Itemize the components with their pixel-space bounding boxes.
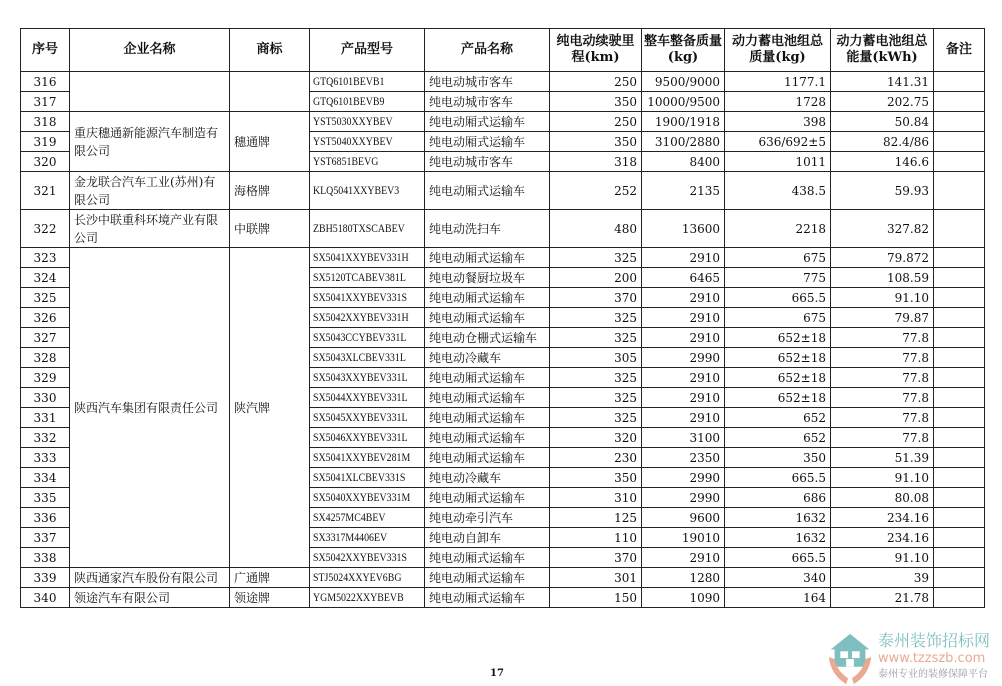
product-name-cell: 纯电动厢式运输车	[425, 488, 550, 508]
product-model-cell-text: STJ5024XXYEV6BG	[313, 571, 402, 584]
battery-mass-cell: 340	[725, 568, 831, 588]
product-model-cell-text: YGM5022XXYBEVB	[313, 591, 404, 604]
product-model-cell	[310, 368, 425, 388]
serial-number-cell: 322	[21, 210, 70, 248]
product-model-cell	[310, 268, 425, 288]
range-km-cell: 325	[550, 248, 642, 268]
curb-mass-cell: 1090	[642, 588, 725, 608]
curb-mass-cell: 2910	[642, 388, 725, 408]
product-model-cell	[310, 588, 425, 608]
product-model-cell-text: SX5043XLCBEV331L	[313, 351, 406, 364]
remarks-cell	[934, 548, 985, 568]
remarks-cell	[934, 268, 985, 288]
range-km-cell: 310	[550, 488, 642, 508]
product-model-cell	[310, 308, 425, 328]
serial-number-cell: 318	[21, 112, 70, 132]
range-km-cell: 325	[550, 388, 642, 408]
battery-mass-cell: 652±18	[725, 368, 831, 388]
battery-energy-cell: 77.8	[831, 348, 934, 368]
curb-mass-cell: 2135	[642, 172, 725, 210]
battery-mass-cell: 398	[725, 112, 831, 132]
product-model-cell-text: SX5042XXYBEV331H	[313, 311, 409, 324]
curb-mass-cell: 10000/9500	[642, 92, 725, 112]
table-header-row	[21, 29, 985, 72]
battery-mass-cell: 1011	[725, 152, 831, 172]
battery-mass-cell: 652±18	[725, 328, 831, 348]
remarks-cell	[934, 448, 985, 468]
range-km-cell: 110	[550, 528, 642, 548]
product-model-cell-text: SX5045XXYBEV331L	[313, 411, 408, 424]
battery-mass-cell: 665.5	[725, 288, 831, 308]
product-model-cell-text: SX5044XXYBEV331L	[313, 391, 408, 404]
company-name-cell	[70, 72, 230, 112]
product-model-cell	[310, 132, 425, 152]
product-model-cell	[310, 92, 425, 112]
battery-energy-cell: 91.10	[831, 548, 934, 568]
company-name-cell: 金龙联合汽车工业(苏州)有限公司	[70, 172, 230, 210]
battery-energy-cell: 21.78	[831, 588, 934, 608]
range-km-cell: 480	[550, 210, 642, 248]
range-km-cell: 301	[550, 568, 642, 588]
product-name-cell: 纯电动厢式运输车	[425, 368, 550, 388]
remarks-cell	[934, 528, 985, 548]
product-name-cell: 纯电动自卸车	[425, 528, 550, 548]
product-name-cell: 纯电动厢式运输车	[425, 132, 550, 152]
product-model-cell	[310, 172, 425, 210]
brand-cell: 广通牌	[230, 568, 310, 588]
product-name-cell: 纯电动城市客车	[425, 72, 550, 92]
column-header: 纯电动续驶里程(km)	[550, 29, 642, 72]
product-name-cell: 纯电动餐厨垃圾车	[425, 268, 550, 288]
range-km-cell: 250	[550, 112, 642, 132]
remarks-cell	[934, 328, 985, 348]
serial-number-cell: 327	[21, 328, 70, 348]
table-row	[21, 172, 985, 210]
range-km-cell: 350	[550, 132, 642, 152]
remarks-cell	[934, 388, 985, 408]
range-km-cell: 250	[550, 72, 642, 92]
battery-mass-cell: 1177.1	[725, 72, 831, 92]
battery-mass-cell: 652	[725, 428, 831, 448]
brand-cell: 陕汽牌	[230, 248, 310, 568]
product-name-cell: 纯电动厢式运输车	[425, 172, 550, 210]
battery-energy-cell: 77.8	[831, 328, 934, 348]
battery-energy-cell: 50.84	[831, 112, 934, 132]
curb-mass-cell: 9600	[642, 508, 725, 528]
product-model-cell	[310, 328, 425, 348]
battery-mass-cell: 652±18	[725, 388, 831, 408]
remarks-cell	[934, 308, 985, 328]
battery-energy-cell: 141.31	[831, 72, 934, 92]
range-km-cell: 325	[550, 408, 642, 428]
curb-mass-cell: 9500/9000	[642, 72, 725, 92]
watermark-slogan: 泰州专业的装修保障平台	[878, 669, 988, 680]
battery-energy-cell: 91.10	[831, 468, 934, 488]
curb-mass-cell: 1280	[642, 568, 725, 588]
serial-number-cell: 330	[21, 388, 70, 408]
battery-energy-cell: 77.8	[831, 388, 934, 408]
column-header: 整车整备质量(kg)	[642, 29, 725, 72]
battery-mass-cell: 665.5	[725, 468, 831, 488]
product-model-cell-text: SX5041XXYBEV281M	[313, 451, 411, 464]
remarks-cell	[934, 112, 985, 132]
curb-mass-cell: 2910	[642, 328, 725, 348]
curb-mass-cell: 3100	[642, 428, 725, 448]
product-name-cell: 纯电动城市客车	[425, 92, 550, 112]
curb-mass-cell: 2990	[642, 488, 725, 508]
table-row	[21, 112, 985, 132]
product-model-cell-text: SX5041XXYBEV331H	[313, 251, 409, 264]
battery-mass-cell: 686	[725, 488, 831, 508]
remarks-cell	[934, 92, 985, 112]
range-km-cell: 150	[550, 588, 642, 608]
product-model-cell-text: SX4257MC4BEV	[313, 511, 386, 524]
table-row	[21, 72, 985, 92]
column-header: 产品型号	[310, 29, 425, 72]
watermark-title: 泰州装饰招标网	[878, 631, 991, 650]
product-name-cell: 纯电动厢式运输车	[425, 448, 550, 468]
product-name-cell: 纯电动厢式运输车	[425, 548, 550, 568]
product-name-cell: 纯电动厢式运输车	[425, 388, 550, 408]
range-km-cell: 325	[550, 368, 642, 388]
product-model-cell-text: YST6851BEVG	[313, 155, 379, 168]
product-name-cell: 纯电动厢式运输车	[425, 288, 550, 308]
range-km-cell: 325	[550, 308, 642, 328]
product-model-cell-text: SX5041XLCBEV331S	[313, 471, 406, 484]
range-km-cell: 350	[550, 92, 642, 112]
serial-number-cell: 317	[21, 92, 70, 112]
product-model-cell	[310, 468, 425, 488]
remarks-cell	[934, 72, 985, 92]
column-header: 产品名称	[425, 29, 550, 72]
column-header: 动力蓄电池组总质量(kg)	[725, 29, 831, 72]
curb-mass-cell: 1900/1918	[642, 112, 725, 132]
serial-number-cell: 326	[21, 308, 70, 328]
product-model-cell	[310, 348, 425, 368]
battery-energy-cell: 234.16	[831, 508, 934, 528]
remarks-cell	[934, 248, 985, 268]
serial-number-cell: 338	[21, 548, 70, 568]
product-name-cell: 纯电动城市客车	[425, 152, 550, 172]
battery-energy-cell: 146.6	[831, 152, 934, 172]
battery-mass-cell: 652±18	[725, 348, 831, 368]
product-model-cell	[310, 408, 425, 428]
remarks-cell	[934, 288, 985, 308]
serial-number-cell: 320	[21, 152, 70, 172]
battery-mass-cell: 775	[725, 268, 831, 288]
battery-energy-cell: 327.82	[831, 210, 934, 248]
curb-mass-cell: 2350	[642, 448, 725, 468]
table-row	[21, 568, 985, 588]
product-model-cell	[310, 248, 425, 268]
product-model-cell-text: SX3317M4406EV	[313, 531, 388, 544]
battery-energy-cell: 59.93	[831, 172, 934, 210]
battery-energy-cell: 202.75	[831, 92, 934, 112]
product-model-cell-text: SX5040XXYBEV331M	[313, 491, 411, 504]
brand-cell: 领途牌	[230, 588, 310, 608]
product-model-cell-text: ZBH5180TXSCABEV	[313, 222, 405, 235]
product-model-cell-text: YST5030XXYBEV	[313, 115, 393, 128]
serial-number-cell: 329	[21, 368, 70, 388]
product-name-cell: 纯电动冷藏车	[425, 468, 550, 488]
product-name-cell: 纯电动冷藏车	[425, 348, 550, 368]
serial-number-cell: 340	[21, 588, 70, 608]
product-model-cell-text: SX5042XXYBEV331S	[313, 551, 407, 564]
product-model-cell-text: YST5040XXYBEV	[313, 135, 393, 148]
remarks-cell	[934, 152, 985, 172]
column-header: 备注	[934, 29, 985, 72]
remarks-cell	[934, 588, 985, 608]
product-name-cell: 纯电动厢式运输车	[425, 112, 550, 132]
battery-energy-cell: 79.872	[831, 248, 934, 268]
curb-mass-cell: 8400	[642, 152, 725, 172]
battery-energy-cell: 80.08	[831, 488, 934, 508]
battery-energy-cell: 79.87	[831, 308, 934, 328]
brand-cell: 中联牌	[230, 210, 310, 248]
range-km-cell: 125	[550, 508, 642, 528]
company-name-cell: 领途汽车有限公司	[70, 588, 230, 608]
product-model-cell	[310, 528, 425, 548]
column-header: 动力蓄电池组总能量(kWh)	[831, 29, 934, 72]
serial-number-cell: 334	[21, 468, 70, 488]
range-km-cell: 305	[550, 348, 642, 368]
product-model-cell	[310, 388, 425, 408]
battery-mass-cell: 665.5	[725, 548, 831, 568]
table-row	[21, 210, 985, 248]
battery-energy-cell: 234.16	[831, 528, 934, 548]
remarks-cell	[934, 428, 985, 448]
product-model-cell	[310, 428, 425, 448]
battery-mass-cell: 652	[725, 408, 831, 428]
serial-number-cell: 335	[21, 488, 70, 508]
battery-mass-cell: 438.5	[725, 172, 831, 210]
battery-mass-cell: 2218	[725, 210, 831, 248]
curb-mass-cell: 2910	[642, 308, 725, 328]
battery-energy-cell: 77.8	[831, 408, 934, 428]
serial-number-cell: 331	[21, 408, 70, 428]
product-model-cell-text: SX5120TCABEV381L	[313, 271, 406, 284]
remarks-cell	[934, 468, 985, 488]
serial-number-cell: 319	[21, 132, 70, 152]
product-name-cell: 纯电动厢式运输车	[425, 428, 550, 448]
product-name-cell: 纯电动洗扫车	[425, 210, 550, 248]
curb-mass-cell: 13600	[642, 210, 725, 248]
curb-mass-cell: 2910	[642, 248, 725, 268]
remarks-cell	[934, 488, 985, 508]
range-km-cell: 370	[550, 288, 642, 308]
battery-mass-cell: 675	[725, 308, 831, 328]
product-model-cell	[310, 288, 425, 308]
serial-number-cell: 332	[21, 428, 70, 448]
brand-cell: 海格牌	[230, 172, 310, 210]
range-km-cell: 370	[550, 548, 642, 568]
remarks-cell	[934, 508, 985, 528]
house-hands-icon	[826, 632, 874, 686]
product-model-cell-text: SX5043XXYBEV331L	[313, 371, 408, 384]
battery-mass-cell: 1632	[725, 508, 831, 528]
curb-mass-cell: 2990	[642, 348, 725, 368]
range-km-cell: 252	[550, 172, 642, 210]
remarks-cell	[934, 172, 985, 210]
product-model-cell	[310, 548, 425, 568]
battery-energy-cell: 51.39	[831, 448, 934, 468]
product-model-cell	[310, 568, 425, 588]
product-name-cell: 纯电动厢式运输车	[425, 568, 550, 588]
serial-number-cell: 336	[21, 508, 70, 528]
product-model-cell	[310, 448, 425, 468]
curb-mass-cell: 2990	[642, 468, 725, 488]
battery-energy-cell: 39	[831, 568, 934, 588]
product-model-cell-text: GTQ6101BEVB9	[313, 95, 385, 108]
range-km-cell: 200	[550, 268, 642, 288]
brand-cell: 穗通牌	[230, 112, 310, 172]
battery-mass-cell: 350	[725, 448, 831, 468]
battery-energy-cell: 82.4/86	[831, 132, 934, 152]
remarks-cell	[934, 348, 985, 368]
serial-number-cell: 323	[21, 248, 70, 268]
table-row	[21, 248, 985, 268]
serial-number-cell: 339	[21, 568, 70, 588]
product-name-cell: 纯电动厢式运输车	[425, 408, 550, 428]
battery-energy-cell: 108.59	[831, 268, 934, 288]
range-km-cell: 350	[550, 468, 642, 488]
range-km-cell: 230	[550, 448, 642, 468]
curb-mass-cell: 2910	[642, 408, 725, 428]
vehicle-catalog-table	[20, 28, 985, 608]
serial-number-cell: 333	[21, 448, 70, 468]
battery-mass-cell: 1632	[725, 528, 831, 548]
product-model-cell-text: SX5046XXYBEV331L	[313, 431, 408, 444]
product-name-cell: 纯电动厢式运输车	[425, 588, 550, 608]
product-model-cell	[310, 210, 425, 248]
range-km-cell: 320	[550, 428, 642, 448]
battery-mass-cell: 164	[725, 588, 831, 608]
range-km-cell: 318	[550, 152, 642, 172]
watermark-url: www.tzzszb.com	[878, 651, 986, 666]
curb-mass-cell: 2910	[642, 368, 725, 388]
product-model-cell	[310, 488, 425, 508]
curb-mass-cell: 3100/2880	[642, 132, 725, 152]
range-km-cell: 325	[550, 328, 642, 348]
remarks-cell	[934, 132, 985, 152]
product-model-cell-text: GTQ6101BEVB1	[313, 75, 385, 88]
serial-number-cell: 324	[21, 268, 70, 288]
product-model-cell-text: SX5043CCYBEV331L	[313, 331, 407, 344]
column-header: 序号	[21, 29, 70, 72]
battery-mass-cell: 636/692±5	[725, 132, 831, 152]
battery-energy-cell: 77.8	[831, 368, 934, 388]
product-model-cell-text: KLQ5041XXYBEV3	[313, 184, 400, 197]
curb-mass-cell: 19010	[642, 528, 725, 548]
brand-cell	[230, 72, 310, 112]
serial-number-cell: 325	[21, 288, 70, 308]
table-body	[21, 72, 985, 608]
page-number: 17	[490, 668, 504, 679]
battery-energy-cell: 77.8	[831, 428, 934, 448]
remarks-cell	[934, 408, 985, 428]
battery-energy-cell: 91.10	[831, 288, 934, 308]
company-name-cell: 陕西通家汽车股份有限公司	[70, 568, 230, 588]
product-name-cell: 纯电动牵引汽车	[425, 508, 550, 528]
serial-number-cell: 321	[21, 172, 70, 210]
product-name-cell: 纯电动厢式运输车	[425, 308, 550, 328]
battery-mass-cell: 675	[725, 248, 831, 268]
watermark-logo	[826, 632, 1002, 686]
company-name-cell: 重庆穗通新能源汽车制造有限公司	[70, 112, 230, 172]
company-name-cell: 长沙中联重科环境产业有限公司	[70, 210, 230, 248]
column-header: 企业名称	[70, 29, 230, 72]
serial-number-cell: 316	[21, 72, 70, 92]
curb-mass-cell: 2910	[642, 288, 725, 308]
product-model-cell	[310, 112, 425, 132]
product-model-cell-text: SX5041XXYBEV331S	[313, 291, 407, 304]
table-row	[21, 588, 985, 608]
remarks-cell	[934, 210, 985, 248]
serial-number-cell: 337	[21, 528, 70, 548]
product-name-cell: 纯电动仓栅式运输车	[425, 328, 550, 348]
curb-mass-cell: 2910	[642, 548, 725, 568]
product-model-cell	[310, 152, 425, 172]
remarks-cell	[934, 368, 985, 388]
column-header: 商标	[230, 29, 310, 72]
battery-mass-cell: 1728	[725, 92, 831, 112]
remarks-cell	[934, 568, 985, 588]
product-model-cell	[310, 508, 425, 528]
product-name-cell: 纯电动厢式运输车	[425, 248, 550, 268]
product-model-cell	[310, 72, 425, 92]
company-name-cell: 陕西汽车集团有限责任公司	[70, 248, 230, 568]
serial-number-cell: 328	[21, 348, 70, 368]
curb-mass-cell: 6465	[642, 268, 725, 288]
